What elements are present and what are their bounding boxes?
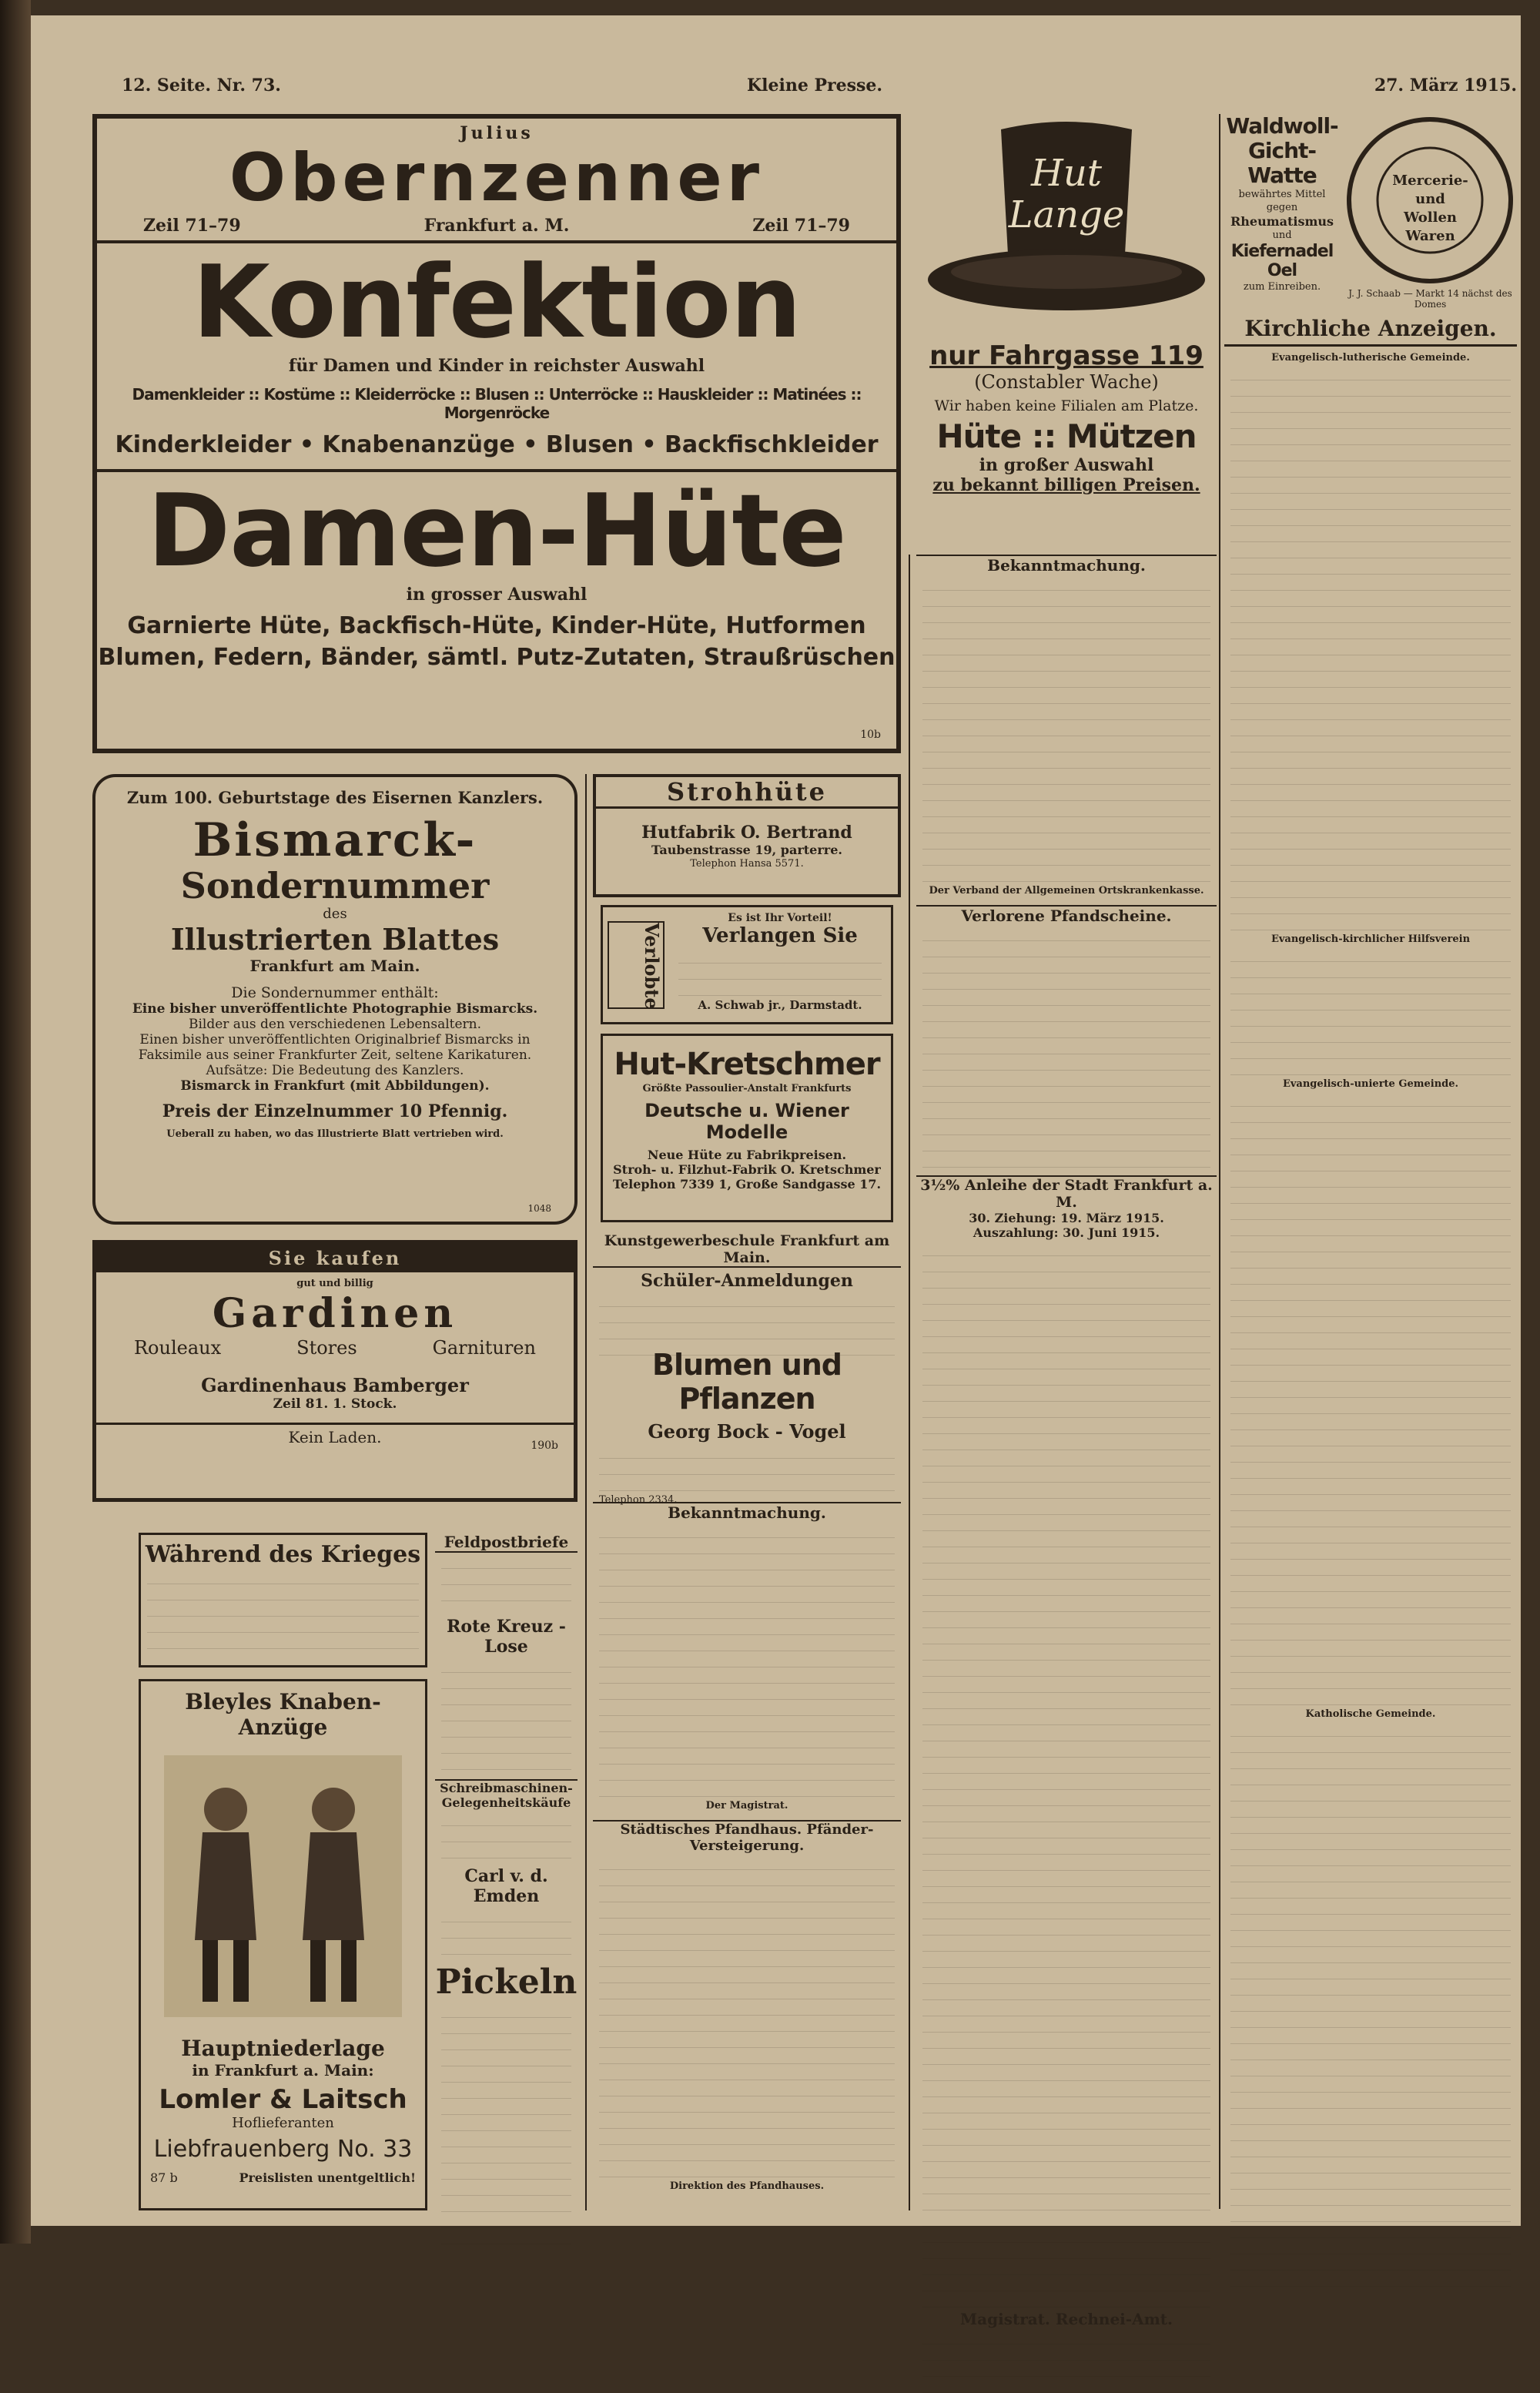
hut-lange-street: nur Fahrgasse 119 [929,340,1204,371]
kretschmer-l2: Stroh- u. Filzhut-Fabrik O. Kretschmer [613,1162,881,1177]
column-rule [1219,114,1220,2209]
bleyle-code: 87 b [150,2170,178,2185]
bismarck-l6: Bismarck in Frankfurt (mit Abbildungen). [180,1078,490,1094]
binding-edge [0,0,31,2244]
blumen-title: Blumen und Pflanzen [652,1348,842,1416]
newspaper-page [31,15,1521,2328]
page-number: 12. Seite. Nr. 73. [122,75,281,96]
kirchliche-sec1: Evangelisch-lutherische Gemeinde. [1271,352,1470,364]
hut-lange-sub: (Constabler Wache) [974,371,1159,393]
kunstgewerbe-sub: Schüler-Anmeldungen [641,1271,853,1291]
bismarck-l2: Bilder aus den verschiedenen Lebensaltern. [188,1017,482,1032]
hut-lange-price: zu bekannt billigen Preisen. [932,475,1200,495]
pfandamt-title: Städtisches Pfandhaus. Pfänder-Versteigerung. [593,1820,901,1854]
bismarck-l1: Eine bisher unveröffentlichte Photographie Bismarcks. [132,1001,538,1017]
verlobte-l1: Es ist Ihr Vorteil! [728,912,832,924]
damen-hute-heading: Damen-Hüte [147,472,846,589]
kretschmer-ad [601,1034,893,1222]
gardinen-code: 190b [531,1439,558,1452]
kretschmer-l3: Telephon 7339 1, Große Sandgasse 17. [612,1177,882,1191]
anleihe-sign: Magistrat. Rechnei-Amt. [960,2310,1173,2328]
blumen-tel: Telephon 2334. [599,1494,678,1506]
verlobte-ad [601,905,893,1024]
kirchliche-sec4: Katholische Gemeinde. [1305,1708,1436,1720]
ad-code: 10b [860,729,881,741]
hut-lange-ad [916,114,1217,553]
ad-firstname: Julius [460,123,534,143]
kirchliche-sec3: Evangelisch-unierte Gemeinde. [1282,1078,1459,1090]
kirchliche-title: Kirchliche Anzeigen. [1224,316,1517,347]
bekannt2-title: Bekanntmachung. [593,1502,901,1522]
page-date: 27. März 1915. [1374,75,1517,96]
bismarck-code: 1048 [527,1203,551,1214]
kunstgewerbe-title: Kunstgewerbeschule Frankfurt am Main. [593,1232,901,1268]
damen-hute-list-2: Blumen, Federn, Bänder, sämtl. Putz-Zutaten, Straußrüschen [98,644,896,671]
hut-lange-choice: in großer Auswahl [979,455,1154,475]
bismarck-t3: Illustrierten Blattes [170,922,500,957]
obernzenner-ad [92,114,901,753]
bismarck-l3: Einen bisher unveröffentlichten Originalbrief Bismarcks in [139,1032,531,1047]
damen-hute-sub: in grosser Auswahl [406,585,588,605]
bleyle-hof: Hoflieferanten [232,2115,334,2131]
ad-address-right: Zeil 71–79 [752,216,850,236]
strohhute-firm: Hutfabrik O. Bertrand [641,823,852,843]
bekannt1-title: Bekanntmachung. [916,555,1217,575]
ad-city: Frankfurt a. M. [424,216,570,236]
kretschmer-title: Hut-Kretschmer [614,1047,880,1082]
gardinen-noladen: Kein Laden. [96,1423,574,1446]
gardinen-top: Sie kaufen [268,1247,402,1269]
column-rule [909,555,910,2210]
gardinen-r1a: Rouleaux [133,1337,222,1359]
bismarck-ad [92,774,578,1225]
konfektion-list-2: Kinderkleider • Knabenanzüge • Blusen • Backfischkleider [115,431,879,458]
column-rule [585,774,587,2210]
konfektion-sub: für Damen und Kinder in reichster Auswahl [288,356,705,376]
schreib2: Gelegenheitskäufe [441,1795,571,1810]
bleyle-in: in Frankfurt a. Main: [192,2061,374,2080]
logo-lange: Lange [1008,193,1125,236]
schaab-c1: Mercerie- [1392,173,1468,189]
ad-address-left: Zeil 71–79 [143,216,241,236]
waldwoll-line4: Kiefernadel Oel [1230,242,1334,280]
bleyle-addr: Liebfrauenberg No. 33 [153,2136,413,2163]
verlobte-firm: A. Schwab jr., Darmstadt. [698,998,862,1012]
middle-column [916,555,1217,2328]
emden: Carl v. d. Emden [464,1866,548,1906]
strohhute-title: Strohhüte [596,777,898,809]
waldwoll-line5: zum Einreiben. [1243,281,1321,293]
bismarck-des: des [323,906,347,922]
krieg-ad [139,1533,427,1667]
schreib1: Schreibmaschinen- [435,1779,578,1795]
blumen-firm: Georg Bock - Vogel [648,1420,846,1443]
strohhute-addr: Taubenstrasse 19, parterre. [651,843,842,857]
verlobte-side: Verlobte [608,921,665,1009]
bismarck-city: Frankfurt am Main. [249,957,420,975]
gardinen-firm: Gardinenhaus Bamberger [201,1374,469,1396]
schaab-ad [1344,114,1517,310]
kirchliche-sec2: Evangelisch-kirchlicher Hilfsverein [1270,933,1471,945]
anleihe-ziehung: 30. Ziehung: 19. März 1915. [969,1211,1164,1225]
damen-hute-list: Garnierte Hüte, Backfisch-Hüte, Kinder-Hüte, Hutformen [127,612,866,639]
bismarck-t1: Bismarck- [192,813,477,867]
konfektion-heading: Konfektion [192,243,802,360]
strohhute-ad [593,774,901,897]
verlobte-l2: Verlangen Sie [702,924,858,947]
verloren-title: Verlorene Pfandscheine. [916,905,1217,925]
small-ads-column [435,1533,578,2210]
bekanntmachung-column [593,1502,901,2210]
bismarck-price: Preis der Einzelnummer 10 Pfennig. [162,1101,508,1121]
paper-title: Kleine Presse. [747,75,883,96]
bismarck-intro: Zum 100. Geburtstage des Eisernen Kanzlers. [126,788,544,807]
kretschmer-l1: Neue Hüte zu Fabrikpreisen. [647,1148,847,1162]
bleyle-firm: Lomler & Laitsch [159,2084,407,2115]
rote-kreuz: Rote Kreuz - Lose [447,1617,566,1657]
hut-lange-big: Hüte :: Mützen [936,417,1197,455]
schaab-c2: und [1415,191,1445,207]
waldwoll-line1: bewährtes Mittel gegen [1238,189,1326,213]
bleyle-list: Preislisten unentgeltlich! [239,2170,416,2185]
ad-brand: Obernzenner [229,139,765,216]
blumen-ad [593,1348,901,1506]
strohhute-tel: Telephon Hansa 5571. [690,858,804,870]
pfandamt-sign: Direktion des Pfandhauses. [669,2180,825,2192]
waldwoll-line2: Rheumatismus [1230,214,1334,229]
gardinen-addr: Zeil 81. 1. Stock. [273,1396,397,1412]
kunstgewerbe-ad [593,1232,901,1348]
kretschmer-sub: Größte Passoulier-Anstalt Frankfurts [642,1083,852,1094]
waldwoll-ad [1224,114,1340,307]
bekannt2-sign: Der Magistrat. [705,1800,788,1812]
gardinen-r1b: Stores [296,1337,357,1359]
kretschmer-big: Deutsche u. Wiener Modelle [644,1100,849,1143]
bleyle-ad [139,1679,427,2210]
kirchliche-column [1224,316,1517,2210]
bismarck-contains: Die Sondernummer enthält: [231,984,439,1001]
gardinen-ad [92,1240,578,1502]
bleyle-haupt: Hauptniederlage [181,2036,385,2061]
logo-hut: Hut [1030,152,1103,195]
bismarck-t2: Sondernummer [180,865,490,907]
feldpost: Feldpostbriefe [435,1533,578,1553]
gardinen-sub: gut und billig [296,1278,373,1289]
bismarck-l5: Aufsätze: Die Bedeutung des Kanzlers. [206,1063,464,1078]
anleihe-title: 3½% Anleihe der Stadt Frankfurt a. M. [916,1175,1217,1211]
anleihe-auszahlung: Auszahlung: 30. Juni 1915. [973,1225,1160,1240]
pickeln: Pickeln [435,1962,578,2002]
boys-illustration-icon [141,1740,425,2033]
bismarck-avail: Ueberall zu haben, wo das Illustrierte Blatt vertrieben wird. [166,1128,504,1140]
bleyle-title: Bleyles Knaben-Anzüge [185,1689,381,1740]
waldwoll-title: Waldwoll-Gicht-Watte [1226,113,1338,188]
bekannt1-sign: Der Verband der Allgemeinen Ortskrankenkasse. [929,885,1204,897]
schaab-c3: Wollen Waren [1404,209,1457,244]
schaab-ring-text: J. J. Schaab — Markt 14 nächst des Domes [1348,288,1512,310]
gardinen-big: Gardinen [212,1290,458,1337]
konfektion-list: Damenkleider :: Kostüme :: Kleiderröcke :: Blusen :: Unterröcke :: Hauskleider :: Matinées :: Morgenröcke [132,385,862,422]
gardinen-r1c: Garnituren [432,1337,536,1359]
waldwoll-line3: und [1272,230,1292,241]
bismarck-l4: Faksimile aus seiner Frankfurter Zeit, seltene Karikaturen. [138,1047,532,1063]
hut-lange-note: Wir haben keine Filialen am Platze. [934,397,1199,414]
krieg-title: Während des Krieges [145,1541,421,1568]
